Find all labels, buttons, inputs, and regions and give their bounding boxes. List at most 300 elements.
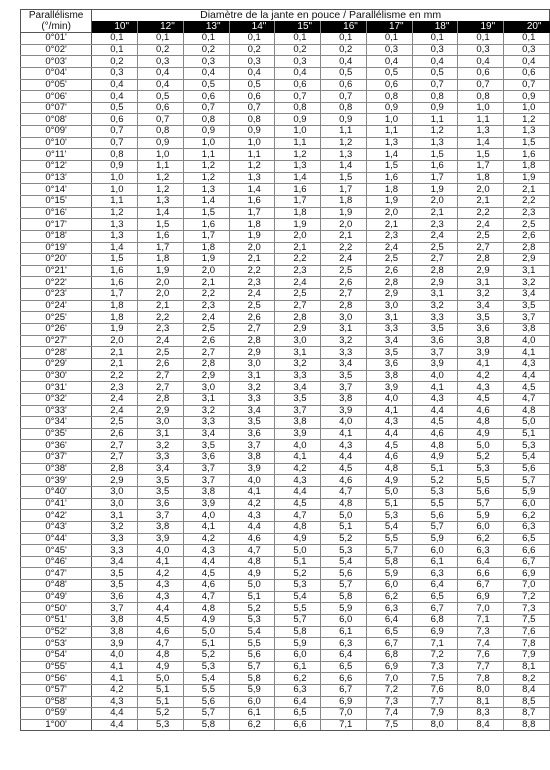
table-cell: 7,4 [458, 638, 504, 650]
column-header-rim-4: 14" [229, 21, 275, 32]
row-angle-label: 0°48' [21, 580, 92, 592]
table-cell: 5,4 [504, 452, 550, 464]
row-angle-label: 0°01' [21, 33, 92, 45]
table-cell: 2,1 [321, 230, 367, 242]
table-row [21, 626, 550, 638]
table-cell: 0,6 [92, 114, 138, 126]
table-cell: 3,0 [92, 486, 138, 498]
table-cell: 0,2 [275, 44, 321, 56]
table-cell: 7,0 [458, 603, 504, 615]
table-cell: 7,5 [366, 719, 412, 731]
table-cell: 2,5 [92, 417, 138, 429]
table-cell: 0,9 [229, 126, 275, 138]
table-cell: 2,2 [504, 195, 550, 207]
table-cell: 2,3 [92, 382, 138, 394]
table-cell: 4,2 [458, 370, 504, 382]
table-cell: 6,2 [458, 533, 504, 545]
table-cell: 5,7 [412, 521, 458, 533]
table-row [21, 358, 550, 370]
row-angle-label: 0°57' [21, 684, 92, 696]
table-cell: 2,8 [229, 335, 275, 347]
table-cell: 2,5 [183, 324, 229, 336]
table-cell: 3,4 [275, 382, 321, 394]
table-row [21, 510, 550, 522]
table-cell: 7,5 [412, 673, 458, 685]
table-row [21, 56, 550, 68]
table-cell: 3,9 [321, 405, 367, 417]
table-cell: 6,9 [458, 591, 504, 603]
table-cell: 2,9 [458, 265, 504, 277]
table-cell: 2,4 [412, 230, 458, 242]
table-cell: 2,1 [92, 358, 138, 370]
table-cell: 3,2 [321, 335, 367, 347]
table-cell: 7,0 [366, 673, 412, 685]
table-cell: 5,2 [229, 603, 275, 615]
table-cell: 0,5 [138, 91, 184, 103]
table-cell: 1,7 [92, 289, 138, 301]
table-cell: 1,9 [92, 324, 138, 336]
table-cell: 5,3 [504, 440, 550, 452]
table-cell: 2,8 [92, 463, 138, 475]
table-cell: 5,4 [183, 673, 229, 685]
table-cell: 2,1 [458, 195, 504, 207]
table-cell: 5,7 [366, 545, 412, 557]
table-cell: 1,9 [138, 265, 184, 277]
row-angle-label: 0°03' [21, 56, 92, 68]
table-cell: 3,8 [92, 615, 138, 627]
table-cell: 4,5 [275, 498, 321, 510]
table-cell: 5,0 [366, 486, 412, 498]
table-cell: 0,1 [412, 33, 458, 45]
table-row [21, 207, 550, 219]
table-cell: 4,3 [504, 358, 550, 370]
row-angle-label: 0°27' [21, 335, 92, 347]
table-cell: 1,1 [229, 149, 275, 161]
table-cell: 2,6 [183, 335, 229, 347]
table-cell: 2,4 [458, 219, 504, 231]
table-cell: 4,8 [412, 440, 458, 452]
row-angle-label: 0°41' [21, 498, 92, 510]
table-cell: 5,8 [275, 626, 321, 638]
table-cell: 4,2 [92, 684, 138, 696]
table-cell: 1,4 [183, 195, 229, 207]
table-cell: 3,8 [229, 452, 275, 464]
row-angle-label: 0°58' [21, 696, 92, 708]
table-cell: 3,2 [229, 382, 275, 394]
table-cell: 1,6 [92, 265, 138, 277]
table-cell: 2,3 [366, 230, 412, 242]
table-cell: 0,2 [92, 56, 138, 68]
table-cell: 1,0 [92, 184, 138, 196]
table-cell: 2,4 [92, 405, 138, 417]
table-cell: 2,9 [366, 289, 412, 301]
table-cell: 5,6 [458, 486, 504, 498]
row-angle-label: 0°10' [21, 137, 92, 149]
table-cell: 4,4 [183, 556, 229, 568]
table-cell: 2,8 [275, 312, 321, 324]
table-cell: 1,0 [458, 102, 504, 114]
table-cell: 4,2 [229, 498, 275, 510]
table-cell: 1,8 [504, 161, 550, 173]
table-cell: 2,3 [138, 324, 184, 336]
table-cell: 6,2 [229, 719, 275, 731]
table-row [21, 219, 550, 231]
row-angle-label: 0°53' [21, 638, 92, 650]
table-cell: 7,3 [458, 626, 504, 638]
table-cell: 1,5 [138, 219, 184, 231]
table-cell: 4,9 [275, 533, 321, 545]
table-cell: 4,0 [366, 393, 412, 405]
table-cell: 8,1 [458, 696, 504, 708]
table-cell: 5,8 [321, 591, 367, 603]
table-row [21, 684, 550, 696]
table-cell: 4,5 [458, 393, 504, 405]
table-cell: 2,8 [412, 265, 458, 277]
table-row [21, 91, 550, 103]
table-cell: 7,2 [366, 684, 412, 696]
table-cell: 6,1 [321, 626, 367, 638]
table-cell: 3,8 [138, 521, 184, 533]
table-cell: 6,3 [366, 603, 412, 615]
table-cell: 3,9 [229, 463, 275, 475]
table-cell: 4,5 [183, 568, 229, 580]
table-cell: 1,8 [366, 184, 412, 196]
table-cell: 1,2 [412, 126, 458, 138]
table-cell: 2,1 [138, 300, 184, 312]
table-cell: 2,3 [229, 277, 275, 289]
table-cell: 1,4 [275, 172, 321, 184]
table-cell: 0,4 [92, 91, 138, 103]
table-cell: 0,4 [366, 56, 412, 68]
table-cell: 0,1 [183, 33, 229, 45]
table-cell: 3,9 [366, 382, 412, 394]
table-cell: 3,6 [229, 428, 275, 440]
table-cell: 0,5 [183, 79, 229, 91]
row-angle-label: 0°35' [21, 428, 92, 440]
table-cell: 0,8 [458, 91, 504, 103]
table-cell: 3,4 [504, 289, 550, 301]
table-cell: 0,2 [138, 44, 184, 56]
table-cell: 3,7 [183, 475, 229, 487]
table-cell: 0,8 [183, 114, 229, 126]
table-cell: 0,9 [275, 114, 321, 126]
table-cell: 0,3 [412, 44, 458, 56]
table-cell: 3,5 [275, 393, 321, 405]
table-cell: 7,7 [458, 661, 504, 673]
table-cell: 2,9 [138, 405, 184, 417]
table-cell: 4,2 [183, 533, 229, 545]
table-cell: 3,8 [366, 370, 412, 382]
table-cell: 2,8 [183, 358, 229, 370]
table-cell: 0,1 [366, 33, 412, 45]
table-row [21, 149, 550, 161]
table-cell: 2,0 [458, 184, 504, 196]
row-angle-label: 0°17' [21, 219, 92, 231]
table-cell: 6,3 [412, 568, 458, 580]
table-cell: 6,0 [366, 580, 412, 592]
table-cell: 0,1 [229, 33, 275, 45]
table-row [21, 463, 550, 475]
table-cell: 5,5 [366, 533, 412, 545]
table-cell: 1,3 [229, 172, 275, 184]
table-cell: 0,9 [138, 137, 184, 149]
table-cell: 3,4 [229, 405, 275, 417]
table-cell: 3,7 [92, 603, 138, 615]
table-cell: 3,1 [275, 347, 321, 359]
row-angle-label: 0°47' [21, 568, 92, 580]
table-cell: 3,7 [275, 405, 321, 417]
table-cell: 4,3 [412, 393, 458, 405]
row-angle-label: 0°22' [21, 277, 92, 289]
table-cell: 2,4 [138, 335, 184, 347]
table-row [21, 289, 550, 301]
table-cell: 1,7 [458, 161, 504, 173]
table-cell: 6,9 [366, 661, 412, 673]
table-cell: 1,8 [275, 207, 321, 219]
table-cell: 4,3 [183, 545, 229, 557]
table-cell: 1,3 [321, 149, 367, 161]
table-cell: 1,8 [229, 219, 275, 231]
table-cell: 3,5 [412, 324, 458, 336]
table-cell: 2,9 [412, 277, 458, 289]
table-cell: 4,5 [321, 463, 367, 475]
table-cell: 0,7 [229, 102, 275, 114]
table-cell: 4,9 [229, 568, 275, 580]
table-cell: 6,5 [504, 533, 550, 545]
table-row [21, 638, 550, 650]
row-angle-label: 0°14' [21, 184, 92, 196]
table-cell: 5,1 [138, 684, 184, 696]
table-cell: 0,8 [366, 91, 412, 103]
table-row [21, 521, 550, 533]
table-cell: 5,4 [275, 591, 321, 603]
table-cell: 0,6 [458, 67, 504, 79]
table-cell: 2,6 [504, 230, 550, 242]
row-angle-label: 0°45' [21, 545, 92, 557]
table-cell: 1,0 [504, 102, 550, 114]
table-cell: 3,6 [366, 358, 412, 370]
table-cell: 5,2 [458, 452, 504, 464]
table-cell: 7,6 [458, 649, 504, 661]
column-header-rim-2: 12" [138, 21, 184, 32]
table-cell: 1,0 [275, 126, 321, 138]
table-cell: 4,3 [229, 510, 275, 522]
table-row [21, 114, 550, 126]
row-angle-label: 0°56' [21, 673, 92, 685]
table-cell: 2,4 [366, 242, 412, 254]
row-angle-label: 0°40' [21, 486, 92, 498]
table-cell: 1,5 [412, 149, 458, 161]
table-cell: 0,3 [92, 67, 138, 79]
row-angle-label: 0°20' [21, 254, 92, 266]
table-cell: 0,3 [275, 56, 321, 68]
table-cell: 2,5 [458, 230, 504, 242]
table-row [21, 67, 550, 79]
table-cell: 1,3 [412, 137, 458, 149]
table-cell: 4,1 [366, 405, 412, 417]
table-cell: 3,3 [92, 533, 138, 545]
table-cell: 3,5 [458, 312, 504, 324]
table-cell: 0,7 [92, 137, 138, 149]
table-cell: 0,9 [504, 91, 550, 103]
table-cell: 6,0 [504, 498, 550, 510]
table-cell: 7,0 [504, 580, 550, 592]
table-cell: 1,6 [138, 230, 184, 242]
row-angle-label: 0°08' [21, 114, 92, 126]
table-cell: 4,1 [321, 428, 367, 440]
table-cell: 4,0 [412, 370, 458, 382]
table-cell: 1,9 [321, 207, 367, 219]
table-row [21, 719, 550, 731]
row-angle-label: 0°36' [21, 440, 92, 452]
table-cell: 4,6 [321, 475, 367, 487]
table-cell: 6,0 [229, 696, 275, 708]
table-cell: 1,2 [275, 149, 321, 161]
table-cell: 7,2 [504, 591, 550, 603]
table-cell: 4,8 [275, 521, 321, 533]
table-row [21, 708, 550, 720]
table-row [21, 370, 550, 382]
table-cell: 8,0 [412, 719, 458, 731]
table-cell: 5,1 [412, 463, 458, 475]
table-cell: 3,2 [138, 440, 184, 452]
row-angle-label: 0°05' [21, 79, 92, 91]
table-cell: 1,7 [183, 230, 229, 242]
row-angle-label: 1°00' [21, 719, 92, 731]
table-row [21, 661, 550, 673]
table-cell: 7,2 [412, 649, 458, 661]
table-cell: 0,5 [321, 67, 367, 79]
table-row [21, 545, 550, 557]
table-row [21, 242, 550, 254]
table-cell: 0,4 [321, 56, 367, 68]
row-angle-label: 0°42' [21, 510, 92, 522]
table-cell: 1,8 [321, 195, 367, 207]
table-cell: 0,2 [321, 44, 367, 56]
table-cell: 2,0 [138, 289, 184, 301]
table-cell: 2,5 [275, 289, 321, 301]
table-cell: 0,1 [458, 33, 504, 45]
table-cell: 3,1 [229, 370, 275, 382]
table-cell: 7,1 [321, 719, 367, 731]
table-cell: 6,9 [412, 626, 458, 638]
table-cell: 4,4 [275, 486, 321, 498]
table-cell: 1,3 [366, 137, 412, 149]
table-cell: 6,5 [366, 626, 412, 638]
table-cell: 5,9 [275, 638, 321, 650]
table-cell: 0,8 [92, 149, 138, 161]
table-cell: 3,5 [229, 417, 275, 429]
table-cell: 3,2 [458, 289, 504, 301]
row-angle-label: 0°34' [21, 417, 92, 429]
table-cell: 6,5 [275, 708, 321, 720]
table-cell: 2,2 [458, 207, 504, 219]
row-angle-label: 0°52' [21, 626, 92, 638]
table-cell: 5,6 [412, 510, 458, 522]
table-cell: 2,7 [275, 300, 321, 312]
table-cell: 2,8 [321, 300, 367, 312]
table-cell: 5,4 [366, 521, 412, 533]
row-angle-label: 0°32' [21, 393, 92, 405]
table-cell: 3,2 [92, 521, 138, 533]
table-cell: 0,7 [458, 79, 504, 91]
table-cell: 1,6 [504, 149, 550, 161]
table-cell: 6,3 [275, 684, 321, 696]
table-cell: 1,9 [229, 230, 275, 242]
table-cell: 5,3 [229, 615, 275, 627]
table-cell: 3,9 [412, 358, 458, 370]
table-cell: 3,6 [183, 452, 229, 464]
table-cell: 4,5 [366, 440, 412, 452]
table-row [21, 428, 550, 440]
table-row [21, 335, 550, 347]
table-cell: 1,8 [92, 300, 138, 312]
table-cell: 5,1 [366, 498, 412, 510]
table-row [21, 498, 550, 510]
table-row [21, 603, 550, 615]
table-cell: 6,4 [321, 649, 367, 661]
table-cell: 8,7 [504, 708, 550, 720]
table-cell: 5,4 [321, 556, 367, 568]
table-cell: 3,5 [366, 347, 412, 359]
table-row [21, 475, 550, 487]
table-cell: 4,7 [229, 545, 275, 557]
table-cell: 4,9 [366, 475, 412, 487]
table-cell: 8,8 [504, 719, 550, 731]
table-cell: 1,9 [412, 184, 458, 196]
table-cell: 5,6 [183, 696, 229, 708]
row-angle-label: 0°43' [21, 521, 92, 533]
table-cell: 0,3 [229, 56, 275, 68]
table-cell: 2,8 [504, 242, 550, 254]
row-angle-label: 0°38' [21, 463, 92, 475]
table-cell: 0,4 [412, 56, 458, 68]
table-cell: 2,3 [412, 219, 458, 231]
row-angle-label: 0°39' [21, 475, 92, 487]
table-cell: 2,0 [321, 219, 367, 231]
table-cell: 2,6 [229, 312, 275, 324]
table-cell: 0,7 [92, 126, 138, 138]
table-cell: 1,4 [138, 207, 184, 219]
column-header-rim-9: 19" [458, 21, 504, 32]
table-cell: 4,9 [138, 661, 184, 673]
table-cell: 2,6 [92, 428, 138, 440]
table-cell: 2,4 [275, 277, 321, 289]
table-cell: 5,5 [183, 684, 229, 696]
table-cell: 4,0 [92, 649, 138, 661]
table-cell: 1,7 [412, 172, 458, 184]
table-cell: 2,5 [366, 254, 412, 266]
row-angle-label: 0°31' [21, 382, 92, 394]
table-cell: 5,1 [183, 638, 229, 650]
table-cell: 2,9 [92, 475, 138, 487]
table-cell: 3,3 [275, 370, 321, 382]
table-row [21, 382, 550, 394]
table-cell: 5,3 [275, 580, 321, 592]
table-cell: 6,7 [321, 684, 367, 696]
table-cell: 6,3 [504, 521, 550, 533]
parallelism-table-container [20, 9, 550, 731]
table-cell: 7,7 [412, 696, 458, 708]
table-cell: 3,8 [183, 486, 229, 498]
table-cell: 4,5 [138, 615, 184, 627]
table-cell: 1,5 [366, 161, 412, 173]
table-cell: 4,1 [458, 358, 504, 370]
table-cell: 5,1 [229, 591, 275, 603]
parallelism-label: Parallélisme [28, 10, 84, 21]
table-cell: 2,1 [412, 207, 458, 219]
table-cell: 0,8 [412, 91, 458, 103]
